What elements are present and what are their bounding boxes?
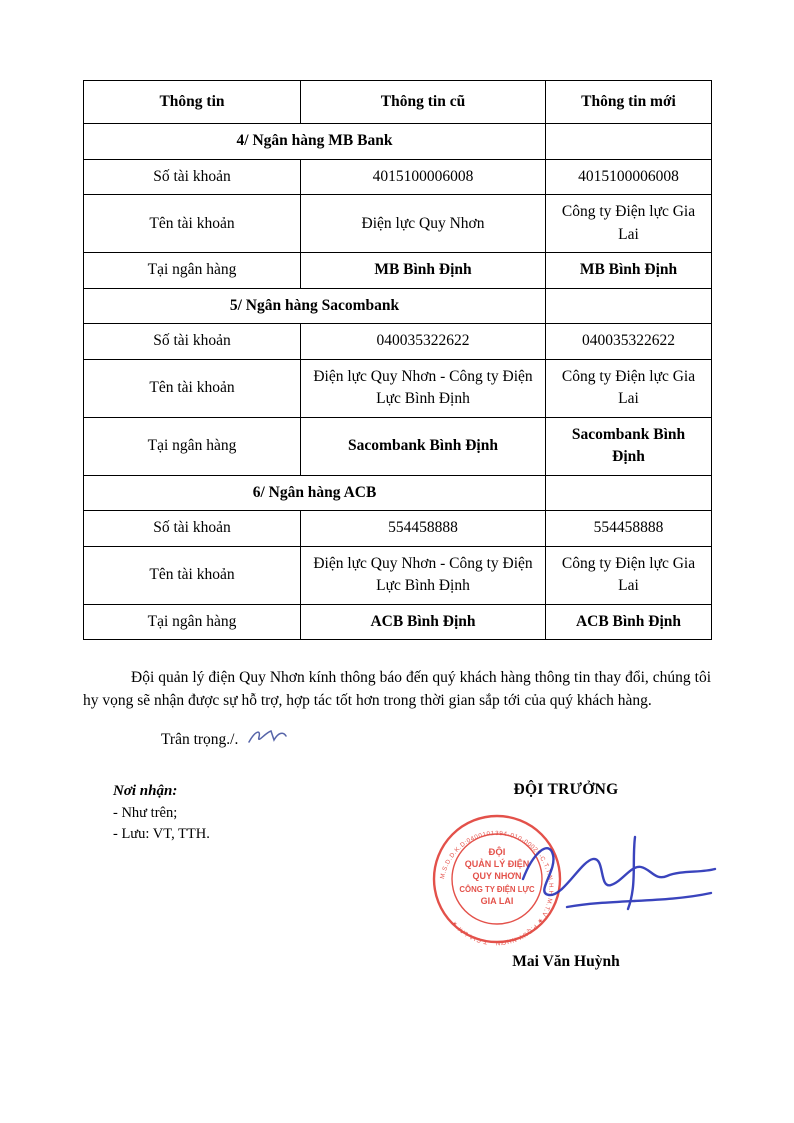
- table-row: [84, 253, 712, 288]
- recipient-line: - Lưu: VT, TTH.: [113, 826, 210, 843]
- signer-name: Mai Văn Huỳnh: [512, 953, 620, 971]
- header-thong-tin-cu: Thông tin cũ: [301, 81, 546, 124]
- footer-block: [83, 781, 711, 1011]
- section-row-acb: [84, 475, 712, 510]
- table-row: [84, 195, 712, 253]
- new-value: Công ty Điện lực Gia Lai: [546, 195, 712, 253]
- section-title: 5/ Ngân hàng Sacombank: [84, 288, 546, 323]
- table-row: [84, 417, 712, 475]
- stamp-line-1: ĐỘI: [488, 847, 506, 859]
- stamp-line-2: QUẢN LÝ ĐIỆN: [464, 859, 530, 870]
- stamp-line-3: QUY NHƠN: [472, 871, 522, 882]
- header-thong-tin-moi: Thông tin mới: [546, 81, 712, 124]
- new-value: 4015100006008: [546, 159, 712, 194]
- section-row-mb-bank: [84, 124, 712, 159]
- stamp-line-5: GIA LAI: [480, 896, 514, 907]
- old-value: 554458888: [301, 511, 546, 546]
- section-row-sacombank: [84, 288, 712, 323]
- recipients-block: [83, 781, 333, 1011]
- old-value: Sacombank Bình Định: [301, 417, 546, 475]
- table-row: [84, 359, 712, 417]
- row-label: Tại ngân hàng: [84, 417, 301, 475]
- new-value: ACB Bình Định: [546, 604, 712, 639]
- table-row: [84, 159, 712, 194]
- table-row: [84, 546, 712, 604]
- new-value: 040035322622: [546, 324, 712, 359]
- recipients-title: Nơi nhận:: [113, 783, 178, 800]
- table-row: [84, 604, 712, 639]
- old-value: Điện lực Quy Nhơn: [301, 195, 546, 253]
- empty-cell: [546, 124, 712, 159]
- old-value: 040035322622: [301, 324, 546, 359]
- recipient-line: - Như trên;: [113, 805, 178, 822]
- empty-cell: [546, 475, 712, 510]
- old-value: Điện lực Quy Nhơn - Công ty Điện Lực Bình Định: [301, 546, 546, 604]
- signer-title: ĐỘI TRƯỞNG: [513, 781, 619, 799]
- old-value: Điện lực Quy Nhơn - Công ty Điện Lực Bình Định: [301, 359, 546, 417]
- row-label: Số tài khoản: [84, 324, 301, 359]
- stamp-ring-text: M.S.D.D.K.D:0400101394-010-00025-C.T.T.N.H.H M.T.V ★ P.QUY NHƠN - T.GIA LAI ★: [439, 830, 555, 947]
- signature-block: [421, 781, 711, 1011]
- row-label: Số tài khoản: [84, 511, 301, 546]
- old-value: 4015100006008: [301, 159, 546, 194]
- row-label: Tên tài khoản: [84, 546, 301, 604]
- stamp-line-4: CÔNG TY ĐIỆN LỰC: [459, 885, 535, 895]
- row-label: Tên tài khoản: [84, 195, 301, 253]
- regards-line: [161, 725, 711, 749]
- new-value: 554458888: [546, 511, 712, 546]
- new-value: Sacombank Bình Định: [546, 417, 712, 475]
- section-title: 4/ Ngân hàng MB Bank: [84, 124, 546, 159]
- row-label: Tên tài khoản: [84, 359, 301, 417]
- new-value: Công ty Điện lực Gia Lai: [546, 546, 712, 604]
- old-value: MB Bình Định: [301, 253, 546, 288]
- row-label: Tại ngân hàng: [84, 253, 301, 288]
- closing-paragraph: Đội quản lý điện Quy Nhơn kính thông báo đến quý khách hàng thông tin thay đổi, chúng tôi hy vọng sẽ nhận được sự hỗ trợ, hợp tác tốt hơn trong thời gian sắp tới của quý khách hàng.: [83, 668, 711, 710]
- section-title: 6/ Ngân hàng ACB: [84, 475, 546, 510]
- header-thong-tin: Thông tin: [84, 81, 301, 124]
- row-label: Số tài khoản: [84, 159, 301, 194]
- new-value: MB Bình Định: [546, 253, 712, 288]
- table-row: [84, 324, 712, 359]
- old-value: ACB Bình Định: [301, 604, 546, 639]
- empty-cell: [546, 288, 712, 323]
- regards-text: Trân trọng./.: [161, 731, 239, 749]
- table-row: [84, 511, 712, 546]
- initial-scribble: [244, 725, 290, 749]
- new-value: Công ty Điện lực Gia Lai: [546, 359, 712, 417]
- row-label: Tại ngân hàng: [84, 604, 301, 639]
- bank-info-table: [83, 80, 712, 640]
- table-header-row: [84, 81, 712, 124]
- signature-scribble: [513, 821, 725, 926]
